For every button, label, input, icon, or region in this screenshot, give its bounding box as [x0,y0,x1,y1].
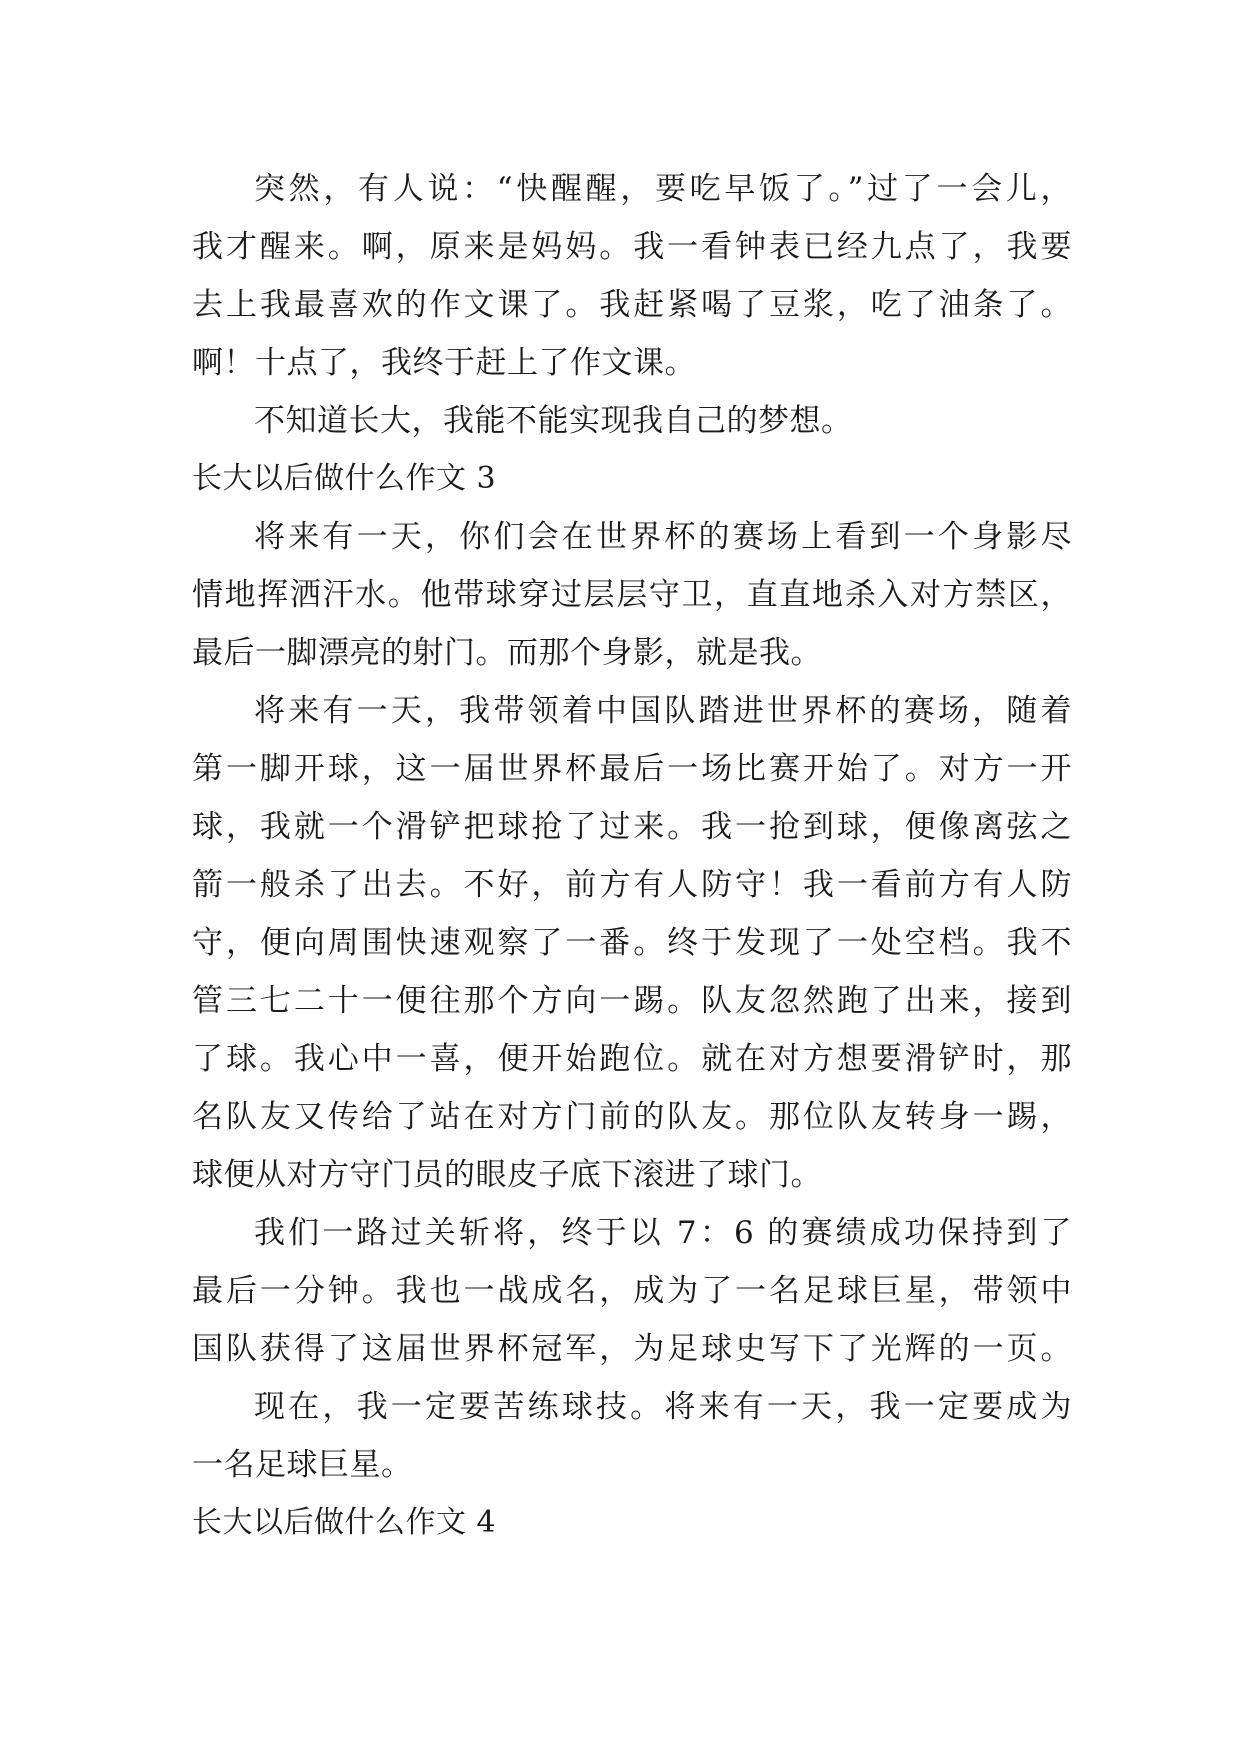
paragraph-line: 情地挥洒汗水。他带球穿过层层守卫，直直地杀入对方禁区， [192,577,1072,613]
paragraph-line: 国队获得了这届世界杯冠军，为足球史写下了光辉的一页。 [192,1331,1072,1367]
paragraph-line: 最后一分钟。我也一战成名，成为了一名足球巨星，带领中 [192,1273,1072,1309]
paragraph-line: 去上我最喜欢的作文课了。我赶紧喝了豆浆，吃了油条了。 [192,287,1072,323]
paragraph-line: 我们一路过关斩将，终于以 7：6 的赛绩成功保持到了 [254,1215,1072,1251]
paragraph-line: 第一脚开球，这一届世界杯最后一场比赛开始了。对方一开 [192,751,1072,787]
paragraph-line: 守，便向周围快速观察了一番。终于发现了一处空档。我不 [192,925,1072,961]
paragraph-line: 球便从对方守门员的眼皮子底下滚进了球门。 [192,1157,822,1193]
paragraph-line: 不知道长大，我能不能实现我自己的梦想。 [254,403,853,439]
paragraph-line: 名队友又传给了站在对方门前的队友。那位队友转身一踢， [192,1099,1072,1135]
paragraph-line: 将来有一天，你们会在世界杯的赛场上看到一个身影尽 [254,519,1072,555]
paragraph-line: 球，我就一个滑铲把球抢了过来。我一抢到球，便像离弦之 [192,809,1072,845]
paragraph-line: 现在，我一定要苦练球技。将来有一天，我一定要成为 [254,1389,1072,1425]
paragraph-line: 啊！十点了，我终于赶上了作文课。 [192,345,696,381]
paragraph-line: 管三七二十一便往那个方向一踢。队友忽然跑了出来，接到 [192,983,1072,1019]
paragraph-line: 突然，有人说：“快醒醒，要吃早饭了。”过了一会儿， [254,171,1072,207]
paragraph-line: 了球。我心中一喜，便开始跑位。就在对方想要滑铲时，那 [192,1041,1072,1077]
paragraph-line: 我才醒来。啊，原来是妈妈。我一看钟表已经九点了，我要 [192,229,1072,265]
paragraph-line: 箭一般杀了出去。不好，前方有人防守！我一看前方有人防 [192,867,1072,903]
document-body [192,160,1072,1552]
paragraph-line: 将来有一天，我带领着中国队踏进世界杯的赛场，随着 [254,693,1072,729]
section-heading: 长大以后做什么作文 4 [192,1505,497,1540]
paragraph-line: 最后一脚漂亮的射门。而那个身影，就是我。 [192,635,822,671]
section-heading: 长大以后做什么作文 3 [192,461,497,496]
paragraph-line: 一名足球巨星。 [192,1447,413,1483]
